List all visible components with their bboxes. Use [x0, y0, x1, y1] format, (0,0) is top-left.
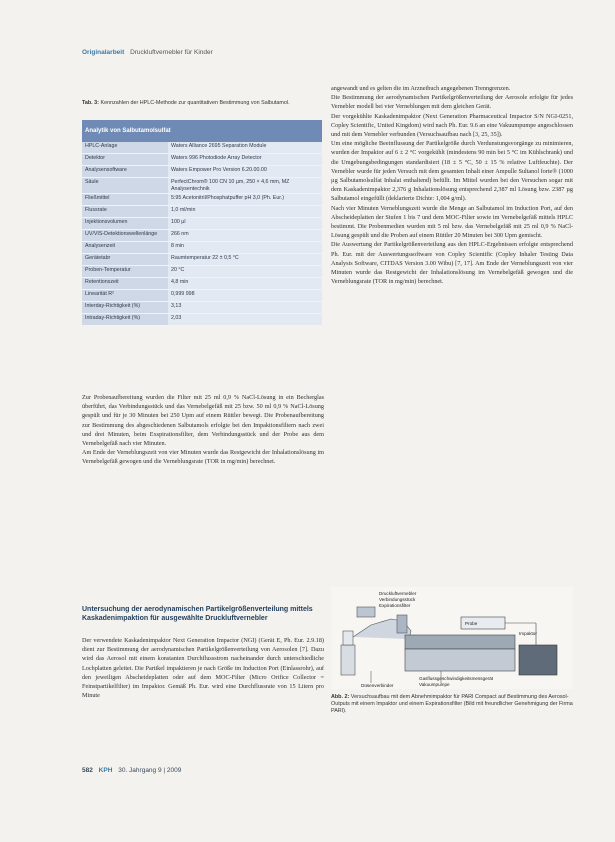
paragraph: Die Auswertung der Partikelgrößenverteilung aus den HPLC-Ergebnissen erfolgte entsprechend Ph. Eur. mit der Auswertungssoftware von Copley Scientific (Copley Inhaler Testing Data Analysis Software, CITDAS Version 3.00 Wibu) [7, 17]. Am Ende der Verneblungszeit von vier Minuten wurde das Restgewicht der Inhalationslösung im Vernebelgefäß gewogen und die Verneblungsrate (TOR in mg/min) berechnet. [331, 241, 573, 286]
section-subheading: Untersuchung der aerodynamischen Partikelgrößenverteilung mittels Kaskadenimpaktion für ausgewählte Druckluftvernebler [82, 606, 313, 622]
paragraph: Nach vier Minuten Verneblungszeit wurde die Menge an Salbutamol im Induction Port, auf den Abscheideplatten der Stufen 1 bis 7 und dem MOC-Filter sowie im Vernebelgefäß mittels HPLC bestimmt. Die Probenmedien wurden mit 5 ml bzw. das Vernebelgefäß mit 25 ml 0,9 % NaCl-Lösung gespült und die Proben auf einem Rüttler 20 Minuten bei 300 Upm gemischt. [331, 204, 573, 240]
table-row [82, 230, 322, 242]
table-row [82, 290, 322, 302]
table-key-cell: Fließmittel [82, 194, 168, 206]
journal-name: KPH [98, 767, 113, 774]
paragraph: Der verwendete Kaskadenimpaktor Next Generation Impactor (NGI) (Gerät E, Ph. Eur. 2.9.18) dient zur Bestimmung der aerodynamischen Partikelgrößenverteilung von Aerosolen [7]. Dazu wird das Aerosol mit einem konstanten Durchflussstrom nacheinander durch unterschiedliche Lochplatten geleitet. Die Partikel impaktieren je nach Größe im Induction Port (Einlassrohr), auf den jeweiligen Abscheideplatten oder auf dem MOC-Filter (Micro Orifice Collector = Feinstpartikelfilter) im Impaktor. Gemäß Ph. Eur. wird eine Durchflussrate von 15 Litern pro Minute [82, 637, 324, 700]
apparatus-figure [331, 587, 573, 689]
table-heading: Analytik von Salbutamolsulfat [82, 120, 322, 142]
table-value-cell: Raumtemperatur 22 ± 0,5 °C [168, 254, 322, 266]
left-body-text [82, 393, 324, 467]
figure-label: Impaktor [519, 631, 537, 636]
table-value-cell: 4,8 min [168, 278, 322, 290]
table-row [82, 242, 322, 254]
table-key-cell: Gerätetabr [82, 254, 168, 266]
table-value-cell: 266 nm [168, 230, 322, 242]
page-footer [82, 767, 181, 774]
table-row [82, 166, 322, 178]
table-key-cell: Intraday-Richtigkeit (%) [82, 314, 168, 326]
figure-caption-text: Versuchsaufbau mit dem Abnehmimpaktor für PARI Compact auf Bestimmung des Aerosol-Outputs mit einem Impaktor und einem Expirationsfilter (Bild mit freundlicher Genehmigung der Firma PARI). [331, 694, 573, 714]
table-caption [82, 100, 322, 107]
figure-label: Düsenverbinder [361, 683, 394, 688]
table-caption-label: Tab. 3: [82, 100, 99, 106]
figure-label: Verbindungsstück [379, 597, 416, 602]
table-row [82, 206, 322, 218]
table-row [82, 266, 322, 278]
figure-label: Expirationsfilter [379, 603, 411, 608]
paragraph: Am Ende der Verneblungszeit von vier Minuten wurde das Restgewicht der Inhalationslösung im Vernebelgefäß gewogen und die Verneblungsrate (TOR in mg/min) berechnet. [82, 449, 324, 466]
table-key-cell: Detektor [82, 154, 168, 166]
table-row [82, 218, 322, 230]
table-value-cell: 5:95 Acetonitril/Phosphatpuffer pH 3,0 (Ph. Eur.) [168, 194, 322, 206]
table-value-cell: 8 min [168, 242, 322, 254]
header-subtitle: Druckluftvernebler für Kinder [130, 49, 213, 56]
table-caption-text: Kennzahlen der HPLC-Methode zur quantitativen Bestimmung von Salbutamol. [100, 100, 290, 106]
paragraph: Um eine mögliche Beeinflussung der Partikelgröße durch Verdunstungsvorgänge zu minimieren, wurden der Impaktor auf 6 ± 2 °C vorgekühlt (mindestens 90 min bei 5 °C im Kühlschrank) und die Umgebungsbedingungen standardisiert (18 ± 5 °C, 50 ± 15 % relative Luftfeuchte). Der Vernebler wurde für jeden Versuch mit dem gesamten Inhalt einer Ampulle Sultanol forte® (1000 µg Salbutamolsulfat Inhalat enthaltend) befüllt. Im Mittel wurden bei den Versuchen sogar mit dem Kaskadenimpaktor 2,376 g Inhalationslösung entsprechend 2,387 ml Lösung bzw. 2387 µg Salbutamol eingefüllt (deklarierte Dichte: 1,004 g/ml). [331, 140, 573, 203]
table-value-cell: 1,0 ml/min [168, 206, 322, 218]
page-number: 582 [82, 767, 93, 774]
table-body [82, 142, 322, 326]
table-key-cell: Proben-Temperatur [82, 266, 168, 278]
table-key-cell: Injektionsvolumen [82, 218, 168, 230]
table-value-cell: 3,13 [168, 302, 322, 314]
table-row [82, 302, 322, 314]
table-row [82, 194, 322, 206]
table-value-cell: Waters Empower Pro Version 6.20.00.00 [168, 166, 322, 178]
table-key-cell: Analysenzeit [82, 242, 168, 254]
right-body-text [331, 84, 573, 286]
paragraph: Zur Probenaufbereitung wurden die Filter mit 25 ml 0,9 % NaCl-Lösung in ein Becherglas überführt, das Verbindungsstück und das Vernebelgefäß mit 25 bzw. 50 ml 0,9 % NaCl-Lösung gespült und für je 30 Minuten bei 250 Upm auf einem Rüttler bewegt. Die Probenaufbereitung zur Bestimmung des abgeschiedenen Salbutamols erfolgte bei den Impaktionsfiltern nach zwei und drei Minuten, beim Exspirationsfilter, dem Verbindungsstück und der Probe aus dem Vernebelgefäß nach vier Minuten. [82, 394, 324, 448]
paragraph: angewandt und es gelten die im Arzneibuch angegebenen Trenngrenzen. [331, 85, 511, 92]
figure-label: Druckluftvernebler [379, 591, 417, 596]
paragraph: Der vorgekühlte Kaskadenimpaktor (Next Generation Pharmaceutical Impactor S/N NGI-0251, Copley Scientific, United Kingdom) wird nach Ph. Eur. 9.6 an eine Vakuumpumpe angeschlossen und mit dem Vernebler verbunden (Versuchsaufbau nach [3, 25, 35]). [331, 112, 573, 139]
table-key-cell: Linearität R² [82, 290, 168, 302]
figure-label: Vakuumpumpe [419, 682, 450, 687]
table-key-cell: Retentionszeit [82, 278, 168, 290]
table-value-cell: PerfectChrom® 100 CN 10 µm, 250 × 4,6 mm, MZ Analysentechnik [168, 178, 322, 194]
journal-volume: 30. Jahrgang 9 | 2009 [118, 767, 182, 774]
table-row [82, 314, 322, 326]
figure-caption [331, 694, 573, 715]
table-value-cell: Waters 996 Photodiode Array Detector [168, 154, 322, 166]
table-key-cell: Flussrate [82, 206, 168, 218]
table-key-cell: HPLC-Anlage [82, 142, 168, 154]
left-body-text-2 [82, 636, 324, 700]
table-row [82, 178, 322, 194]
paragraph: Die Bestimmung der aerodynamischen Partikelgrößenverteilung der Aerosole erfolgte für jedes Vernebler modell bei vier Verneblungen mit dem gleichen Gerät. [331, 94, 573, 111]
figure-label: Gasflussgeschwindigkeitsmessgerät [419, 676, 494, 681]
figure-label: Probe [465, 621, 478, 626]
table-value-cell: 20 °C [168, 266, 322, 278]
table-value-cell: 100 µl [168, 218, 322, 230]
table-value-cell: Waters Alliance 2695 Separation Module [168, 142, 322, 154]
table-key-cell: Interday-Richtigkeit (%) [82, 302, 168, 314]
table-key-cell: Säule [82, 178, 168, 194]
table-row [82, 254, 322, 266]
table-row [82, 278, 322, 290]
figure-caption-label: Abb. 2: [331, 694, 350, 700]
table-value-cell: 0,999 998 [168, 290, 322, 302]
table-key-cell: UV/VIS-Detektionswellenlänge [82, 230, 168, 242]
table-row [82, 154, 322, 166]
running-header [82, 49, 213, 56]
table-key-cell: Analysensoftware [82, 166, 168, 178]
table-row [82, 142, 322, 154]
section-label: Originalarbeit [82, 49, 125, 56]
analytics-table [82, 120, 322, 326]
table-value-cell: 2,03 [168, 314, 322, 326]
